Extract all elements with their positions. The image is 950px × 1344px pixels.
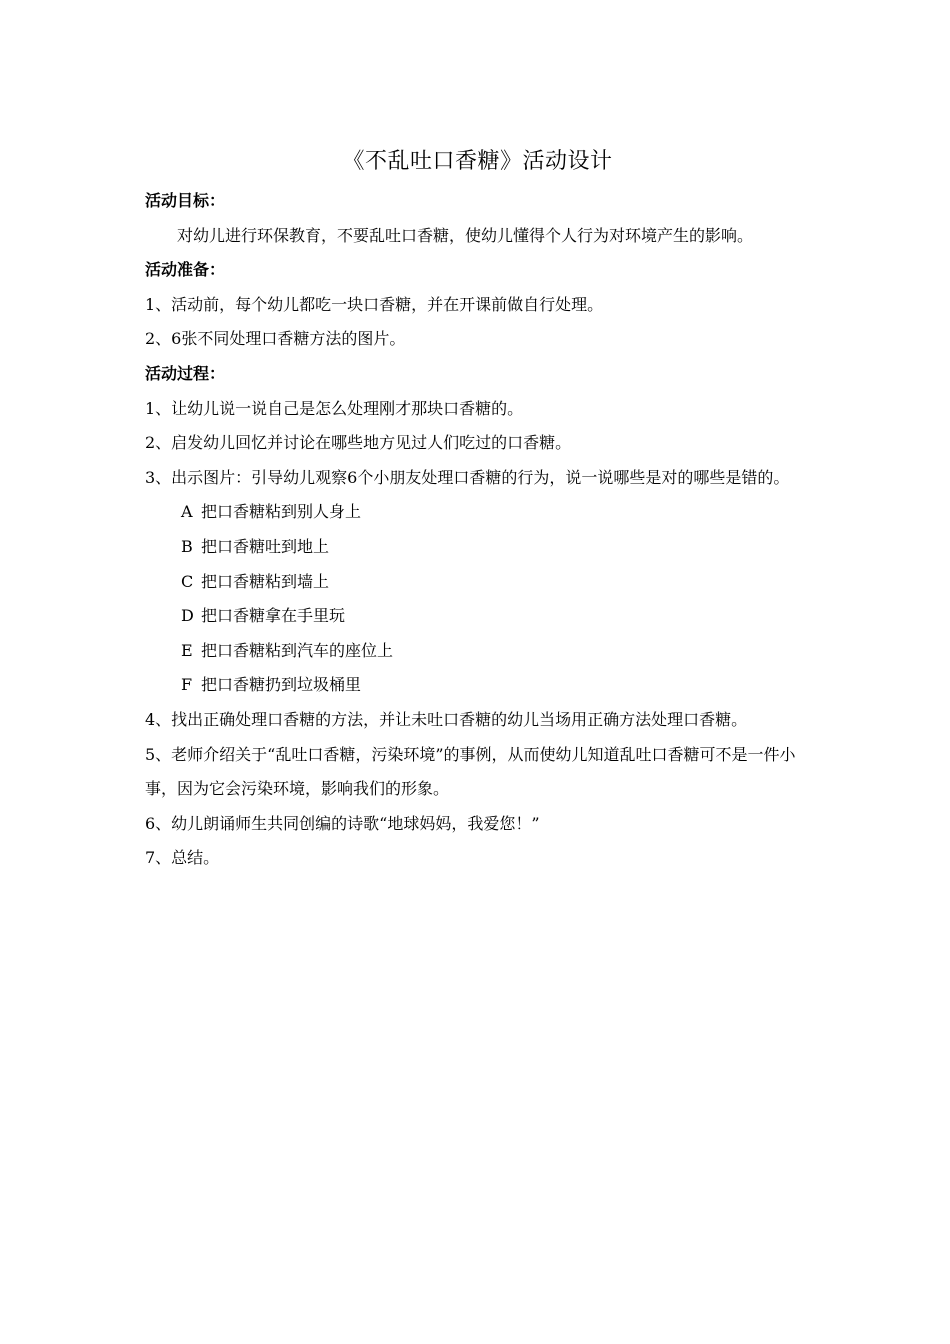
option-text: 把口香糖拿在手里玩	[201, 606, 346, 626]
section-heading-preparation: 活动准备：	[145, 260, 226, 280]
preparation-list	[145, 288, 810, 357]
option-text: 把口香糖粘到别人身上	[201, 502, 362, 522]
option-letter: F	[181, 675, 193, 695]
list-item: 1、活动前，每个幼儿都吃一块口香糖，并在开课前做自行处理。	[145, 294, 604, 314]
picture-options-list	[145, 495, 810, 703]
option-item	[145, 668, 810, 703]
option-item	[145, 530, 810, 565]
option-letter: C	[181, 571, 194, 591]
list-item: 4、找出正确处理口香糖的方法，并让未吐口香糖的幼儿当场用正确方法处理口香糖。	[145, 709, 748, 729]
section-heading-process: 活动过程：	[145, 363, 226, 383]
option-item	[145, 495, 810, 530]
option-letter: E	[181, 640, 193, 660]
option-item	[145, 565, 810, 600]
document-body	[145, 140, 810, 876]
list-item: 6、幼儿朗诵师生共同创编的诗歌“地球妈妈，我爱您！”	[145, 813, 540, 833]
list-item: 5、老师介绍关于“乱吐口香糖，污染环境”的事例，从而使幼儿知道乱吐口香糖可不是一件小事，因为它会污染环境，影响我们的形象。	[145, 744, 796, 799]
process-steps-continued-list	[145, 703, 810, 876]
process-steps-list	[145, 392, 810, 496]
list-item: 3、出示图片：引导幼儿观察6个小朋友处理口香糖的行为，说一说哪些是对的哪些是错的。	[145, 467, 790, 487]
option-letter: A	[181, 502, 193, 522]
option-text: 把口香糖扔到垃圾桶里	[201, 675, 362, 695]
page-title: 《不乱吐口香糖》活动设计	[342, 149, 613, 174]
option-text: 把口香糖吐到地上	[201, 536, 330, 556]
list-item: 1、让幼儿说一说自己是怎么处理刚才那块口香糖的。	[145, 398, 524, 418]
section-heading-goal: 活动目标：	[145, 191, 226, 210]
list-item: 2、启发幼儿回忆并讨论在哪些地方见过人们吃过的口香糖。	[145, 433, 572, 453]
option-letter: D	[181, 606, 194, 626]
option-text: 把口香糖粘到墙上	[201, 571, 330, 591]
option-item	[145, 599, 810, 634]
option-item	[145, 634, 810, 669]
option-text: 把口香糖粘到汽车的座位上	[201, 640, 394, 660]
list-item: 7、总结。	[145, 848, 220, 868]
option-letter: B	[181, 536, 193, 556]
goal-paragraph: 对幼儿进行环保教育，不要乱吐口香糖，使幼儿懂得个人行为对环境产生的影响。	[177, 225, 754, 245]
list-item: 2、6张不同处理口香糖方法的图片。	[145, 329, 406, 349]
